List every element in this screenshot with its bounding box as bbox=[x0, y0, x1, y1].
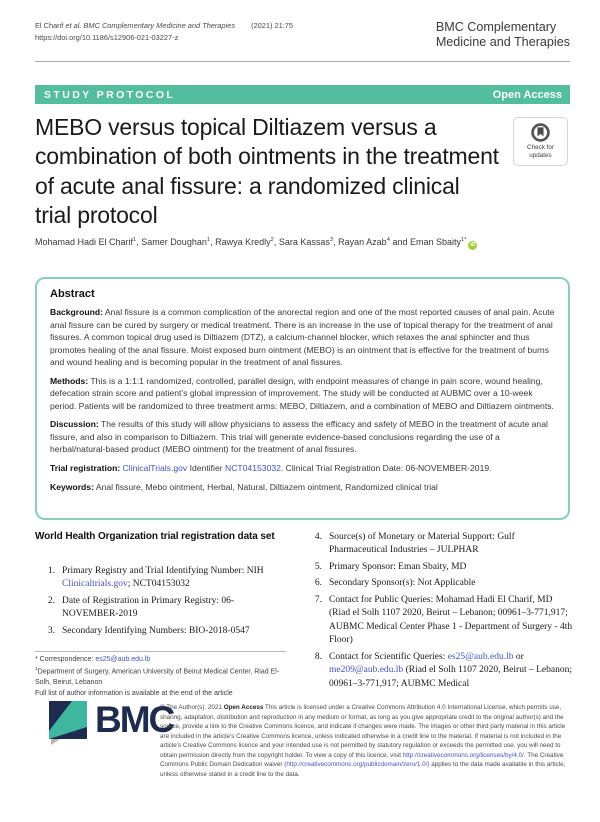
trial-post-text: . Clinical Trial Registration Date: 06-NOVEMBER-2019. bbox=[280, 463, 492, 474]
email-link[interactable]: me209@aub.edu.lb bbox=[329, 665, 404, 676]
item-number: 7. bbox=[314, 594, 322, 605]
correspondence-divider bbox=[35, 651, 286, 652]
who-list-right bbox=[309, 531, 575, 694]
item-number: 6. bbox=[314, 578, 322, 589]
who-section-heading: World Health Organization trial registration data set bbox=[35, 531, 275, 542]
background-label: Background: bbox=[50, 307, 103, 317]
abstract-trial-registration bbox=[50, 462, 555, 475]
check-updates-line1: Check for bbox=[527, 144, 554, 152]
author: Rayan Azab$^4$ and bbox=[338, 237, 410, 247]
item-number: 5. bbox=[314, 561, 322, 572]
license-open-access: Open Access bbox=[223, 704, 264, 711]
abstract-heading: Abstract bbox=[50, 288, 95, 300]
correspondence-line bbox=[35, 655, 291, 666]
list-item bbox=[309, 531, 575, 558]
check-updates-icon bbox=[531, 123, 550, 142]
affiliation-line bbox=[35, 666, 291, 689]
author-info-note: Full list of author information is available at the end of the article bbox=[35, 689, 233, 697]
journal-name-line1: BMC Complementary bbox=[435, 20, 557, 34]
running-head bbox=[35, 20, 570, 51]
abstract-methods bbox=[50, 375, 555, 413]
header-divider bbox=[35, 61, 570, 62]
cc-zero-link[interactable]: http://creativecommons.org/publicdomain/zero/1.0/ bbox=[286, 761, 428, 769]
license-body: This article is licensed under a Creative Commons Attribution 4.0 International License, which permits use, sharing, adaptation, distribution and reproduction in any medium or format, as long as you give appropriate credit to the original author(s) and the source, provide a link to the Creative Commons licence, and indicate if changes were made. The images or other third party material in this article are included in the article's Creative Commons licence, unless indicated otherwise in a credit line to the material. If material is not included in the article's Creative Commons licence and your intended use is not permitted by statutory regulation or exceeds the permitted use, you will need to obtain permission directly from the copyright holder. To view a copy of this licence, visit bbox=[160, 704, 566, 759]
journal-name bbox=[436, 20, 570, 51]
list-item bbox=[42, 625, 288, 638]
open-access-label: Open Access bbox=[492, 88, 562, 101]
license-mid: . The Creative Commons Public Domain Dedication waiver ( bbox=[160, 751, 564, 769]
citation-etal: et al. bbox=[65, 21, 84, 30]
journal-name-line2: Medicine and Therapies bbox=[435, 35, 570, 50]
correspondence-label: * Correspondence: bbox=[35, 656, 96, 663]
methods-label: Methods: bbox=[50, 375, 89, 386]
bmc-logo-text: BMC bbox=[95, 699, 174, 740]
author-list bbox=[35, 237, 570, 250]
item-text: Secondary Sponsor(s): Not Applicable bbox=[329, 578, 476, 589]
license-pre: © The Author(s). 2021 bbox=[160, 704, 224, 711]
bmc-logo-icon bbox=[48, 701, 88, 746]
license-text bbox=[160, 703, 574, 780]
affiliation-sup: 1 bbox=[35, 666, 38, 672]
article-type-banner bbox=[35, 85, 570, 104]
keywords-label: Keywords: bbox=[50, 481, 94, 492]
citation-issue: (2021) 21:75 bbox=[251, 21, 293, 30]
who-list-left bbox=[42, 565, 288, 641]
author: Rawya Kredly$^2$, bbox=[215, 237, 279, 247]
item-number: 1. bbox=[47, 566, 55, 576]
item-text: Primary Sponsor: Eman Sbaity, MD bbox=[329, 561, 467, 572]
list-item bbox=[309, 651, 575, 691]
item-number: 2. bbox=[47, 595, 55, 606]
item-number: 3. bbox=[47, 625, 55, 636]
list-item bbox=[309, 561, 575, 574]
abstract-box bbox=[35, 277, 570, 520]
item-text: Source(s) of Monetary or Material Support: Gulf Pharmaceutical Industries – JULPHAR bbox=[329, 532, 515, 556]
check-updates-label bbox=[527, 144, 554, 159]
check-for-updates-button[interactable] bbox=[513, 117, 568, 166]
author: Samer Doughan$^1$, bbox=[141, 237, 216, 247]
list-item bbox=[309, 594, 575, 648]
citation-journal: BMC Complementary Medicine and Therapies bbox=[83, 21, 236, 30]
citation-block bbox=[35, 20, 293, 51]
bmc-logo bbox=[48, 701, 173, 746]
item-text: Contact for Public Queries: Mohamad Hadi El Charif, MD (Riad el Solh 1107 2020, Beirut – Lebanon; 00961–3-771,917; AUBMC Medical Center Phase 1 - Department of Surgery - 4th Floor) bbox=[329, 594, 573, 646]
item-number: 4. bbox=[314, 532, 322, 542]
item-number: 8. bbox=[314, 651, 322, 662]
author: Sara Kassas$^3$, bbox=[278, 237, 339, 247]
trial-registration-label: Trial registration: bbox=[50, 463, 121, 474]
list-item bbox=[42, 595, 288, 622]
abstract-keywords bbox=[50, 481, 555, 494]
correspondence-block bbox=[35, 655, 291, 700]
discussion-text: The results of this study will allow physicians to assess the efficacy and safety of MEBO in the treatment of acute anal fissure, and also in comparison to Diltiazem. This trial will generate evidence-based conclusions regarding the use of a herbal/natural-based product (MEBO ointment) for the treatment of anal fissures. bbox=[50, 419, 548, 455]
list-item bbox=[309, 577, 575, 590]
discussion-label: Discussion: bbox=[50, 419, 99, 430]
author-corresponding: Eman Sbaity$^{1*}$ bbox=[409, 237, 467, 247]
background-text: Anal fissure is a common complication of the anorectal region and one of the most reported causes of anal pain. Acute anal fissure can be cured by surgery or medical treatment. There is an increase in the use of topical therapy for the treatment of anal fissures. A common topical drug used is Diltiazem (DTZ), a calcium-channel blocker, which relaxes the anal sphincter and thus promotes healing of the anal fissure. Moist exposed burn ointment (MEBO) is an ointment that is effective for the treatment of burns and wound healing and is becoming popular in the treatment of anal fissures. bbox=[50, 307, 555, 368]
author: Mohamad Hadi El Charif$^1$, bbox=[35, 237, 142, 247]
trial-mid-text: Identifier bbox=[187, 463, 225, 474]
item-text: Date of Registration in Primary Registry: 06-NOVEMBER-2019 bbox=[62, 595, 235, 620]
citation-line bbox=[35, 20, 293, 32]
clinicaltrials-link[interactable]: ClinicalTrials.gov bbox=[122, 463, 188, 474]
abstract-background bbox=[50, 306, 555, 369]
list-item bbox=[42, 565, 288, 592]
item-text: Primary Registry and Trial Identifying Number: NIH Clinicaltrials.gov; NCT04153032 bbox=[62, 566, 264, 590]
item-text: Secondary Identifying Numbers: BIO-2018-0547 bbox=[62, 625, 250, 636]
citation-author: El Charif bbox=[35, 21, 66, 30]
nct-number-link[interactable]: NCT04153032 bbox=[224, 463, 281, 474]
doi-link[interactable] bbox=[35, 32, 293, 44]
article-type-label: STUDY PROTOCOL bbox=[44, 88, 176, 101]
keywords-text: Anal fissure, Mebo ointment, Herbal, Natural, Diltiazem ointment, Randomized clinical trial bbox=[93, 481, 438, 492]
abstract-discussion bbox=[50, 418, 555, 456]
cc-by-link[interactable]: http://creativecommons.org/licenses/by/4.0/ bbox=[402, 751, 524, 759]
orcid-icon[interactable]: iD bbox=[470, 242, 476, 248]
affiliation-text: Department of Surgery, American University of Beirut Medical Center, Riad El-Solh, Beirut, Lebanon bbox=[35, 668, 280, 687]
license-post: ) applies to the data made available in this article, unless otherwise stated in a credit line to the data. bbox=[160, 761, 566, 778]
clinicaltrials-link[interactable]: Clinicaltrials.gov bbox=[62, 579, 128, 590]
correspondence-email-link[interactable]: es25@aub.edu.lb bbox=[95, 656, 151, 663]
check-updates-line2: updates bbox=[529, 152, 552, 159]
email-link[interactable]: es25@aub.edu.lb bbox=[447, 651, 514, 662]
page-title: MEBO versus topical Diltiazem versus a combination of both ointments in the treatment of acute anal fissure: a randomized clinical trial protocol bbox=[35, 114, 499, 229]
item-text: Contact for Scientific Queries: es25@aub.edu.lb or me209@aub.edu.lb (Riad el Solh 1107 2020, Beirut – Lebanon; 00961–3-771,917; AUBMC Medical bbox=[329, 651, 572, 689]
methods-text: This is a 1:1:1 randomized, controlled, parallel design, with endpoint measures of change in pain score, wound healing, defecation strain score and patient’s global impression of improvement. The study will be conducted at AUBMC over a 10-week period. Patients will be randomized to three treatment arms: MEBO, Diltiazem, and a combination of MEBO and Diltiazem ointments. bbox=[50, 375, 554, 411]
doi-text: https://doi.org/10.1186/s12906-021-03227-z bbox=[35, 32, 179, 42]
